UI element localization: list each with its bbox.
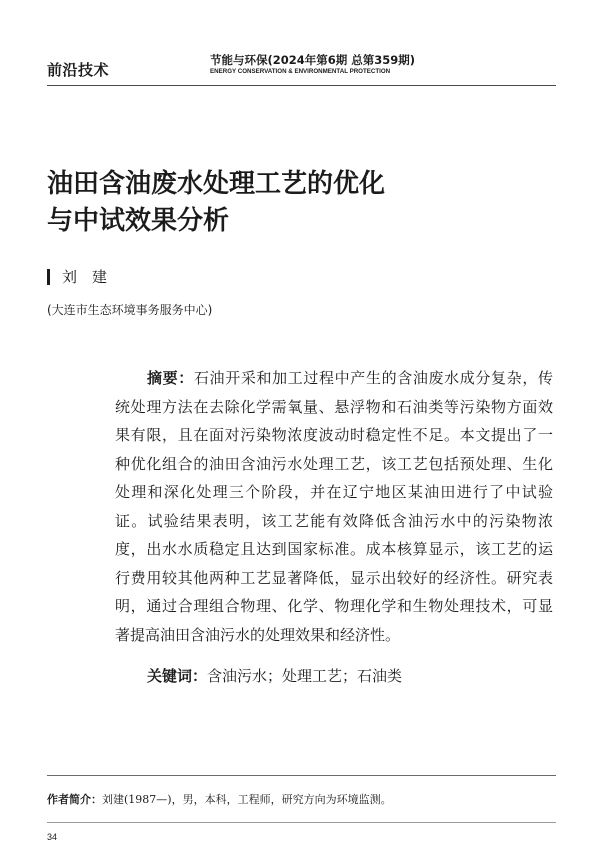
footer-divider: [47, 822, 556, 823]
title-line: 与中试效果分析: [47, 206, 230, 236]
article-title: [47, 166, 385, 240]
abstract-text: 石油开采和加工过程中产生的含油废水成分复杂，传: [193, 369, 553, 387]
abstract-line: 证。试验结果表明，该工艺能有效降低含油污水中的污染物浓: [115, 511, 553, 530]
abstract-line: 种优化组合的油田含油污水处理工艺，该工艺包括预处理、生化: [115, 454, 553, 473]
author-name: 刘 建: [62, 268, 108, 286]
footnote-divider: [47, 775, 556, 776]
journal-title: 节能与环保(2024年第6期 总第359期): [210, 53, 416, 67]
header-divider: [47, 85, 556, 86]
abstract-line: 度，出水水质稳定且达到国家标准。成本核算显示，该工艺的运: [115, 540, 553, 558]
section-label: 前沿技术: [47, 61, 110, 79]
keywords-text: 含油污水；处理工艺；石油类: [207, 667, 403, 685]
abstract-line: 果有限，且在面对污染物浓度波动时稳定性不足。本文提出了一: [115, 426, 553, 444]
abstract-line: 著提高油田含油污水的处理效果和经济性。: [115, 625, 401, 644]
author-marker-bar: [47, 269, 50, 285]
author-intro: [47, 793, 392, 807]
author-intro-text: 刘建(1987—)，男，本科，工程师，研究方向为环境监测。: [102, 793, 392, 806]
journal-english-title: ENERGY CONSERVATION & ENVIRONMENTAL PROTECTION: [210, 68, 391, 75]
abstract: [115, 364, 553, 649]
abstract-label: 摘要：: [147, 369, 194, 387]
abstract-line: 行费用较其他两种工艺显著降低，显示出较好的经济性。研究表: [115, 568, 553, 587]
author-affiliation: (大连市生态环境事务服务中心): [47, 303, 213, 317]
title-line: 油田含油废水处理工艺的优化: [47, 169, 386, 199]
abstract-line: 统处理方法在去除化学需氧量、悬浮物和石油类等污染物方面效: [115, 397, 553, 416]
keywords: [147, 662, 402, 690]
keywords-label: 关键词：: [147, 667, 208, 685]
abstract-line: 处理和深化处理三个阶段，并在辽宁地区某油田进行了中试验: [115, 483, 553, 501]
author-intro-label: 作者简介：: [47, 793, 102, 806]
page-number: 34: [47, 832, 58, 842]
abstract-line: [115, 364, 553, 393]
abstract-line: 明，通过合理组合物理、化学、物理化学和生物处理技术，可显: [115, 597, 553, 615]
